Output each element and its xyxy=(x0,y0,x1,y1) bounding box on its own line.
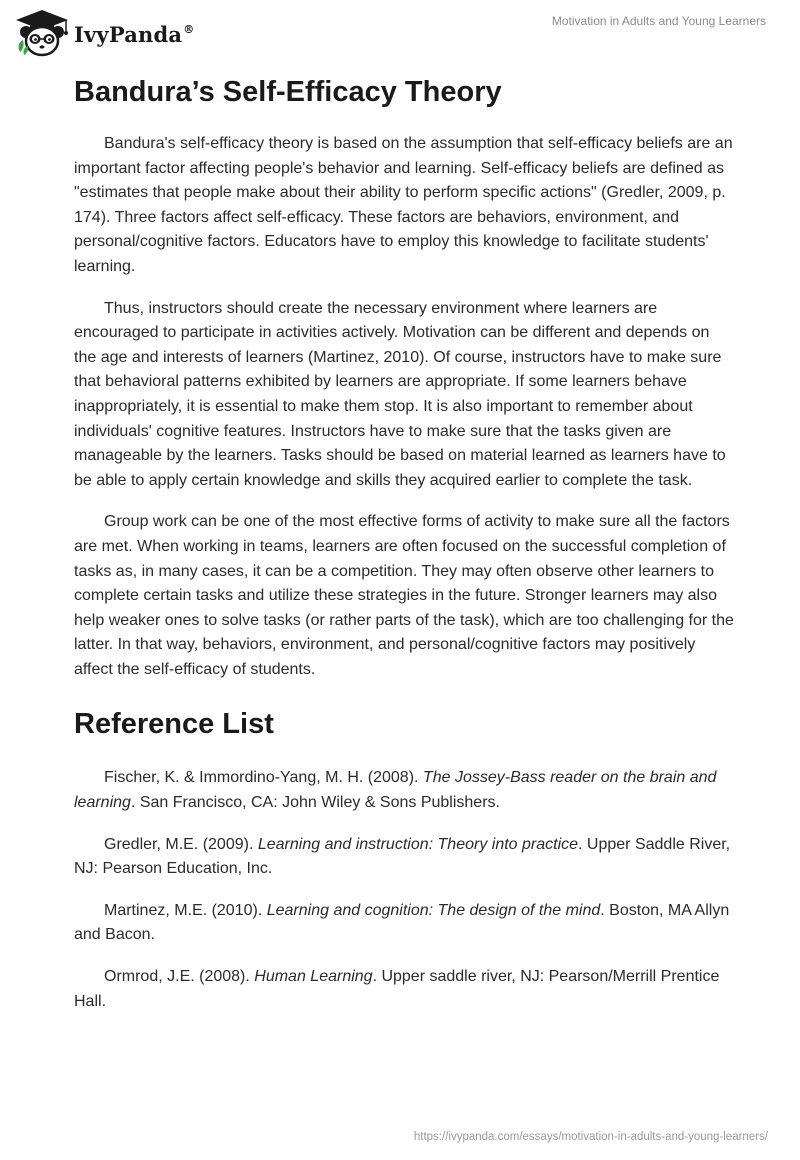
reference-authors: Fischer, K. & Immordino-Yang, M. H. (2008). xyxy=(104,769,423,787)
brand-name xyxy=(74,22,194,47)
ivypanda-logo[interactable] xyxy=(14,8,214,58)
reference-item xyxy=(74,899,734,948)
reference-publisher: . Upper Saddle River, NJ: Pearson Education, Inc. xyxy=(74,835,731,878)
body-paragraph: Group work can be one of the most effective forms of activity to make sure all the factors are met. When working in teams, learners are often focused on the successful completion of tasks as, in many cases, it can be a competition. They may often observe other learners to complete certain tasks and utilize these strategies in the future. Stronger learners may also help weaker ones to solve tasks (or rather parts of the task), which are too challenging for the latter. In that way, behaviors, environment, and personal/cognitive factors may positively affect the self-efficacy of students. xyxy=(74,513,734,678)
reference-title: The Jossey-Bass reader on the brain and learning xyxy=(74,769,717,812)
body-paragraph: Thus, instructors should create the necessary environment where learners are encouraged to participate in activities actively. Motivation can be different and depends on the age and interests of learners (Martinez, 2010). Of course, instructors have to make sure that behavioral patterns exhibited by learners are appropriate. If some learners behave inappropriately, it is essential to make them stop. It is also important to remember about individuals' cognitive features. Instructors have to make sure that the tasks given are manageable by the learners. Tasks should be based on material learned as learners have to be able to apply certain knowledge and skills they acquired earlier to complete the task. xyxy=(74,299,726,489)
essay-content xyxy=(74,72,734,1014)
document-title: Motivation in Adults and Young Learners xyxy=(551,14,766,28)
source-url-link[interactable]: https://ivypanda.com/essays/motivation-in-adults-and-young-learners/ xyxy=(413,1131,768,1143)
page-header xyxy=(0,0,800,60)
reference-authors: Ormrod, J.E. (2008). xyxy=(104,968,255,986)
reference-title: Human Learning xyxy=(254,968,373,986)
reference-authors: Gredler, M.E. (2009). xyxy=(104,835,258,853)
reference-title: Learning and cognition: The design of the mind xyxy=(266,901,601,919)
reference-publisher: . Upper saddle river, NJ: Pearson/Merrill Prentice Hall. xyxy=(74,968,720,1010)
reference-list-heading: Reference List xyxy=(74,708,274,741)
reference-item xyxy=(74,766,734,815)
brand-name-text: IvyPanda xyxy=(74,21,183,47)
reference-title: Learning and instruction: Theory into practice xyxy=(257,835,579,853)
reference-publisher: . San Francisco, CA: John Wiley & Sons Publishers. xyxy=(130,794,500,812)
registered-mark: ® xyxy=(183,22,195,36)
reference-authors: Martinez, M.E. (2010). xyxy=(104,901,267,919)
body-paragraph: Bandura's self-efficacy theory is based on the assumption that self-efficacy beliefs are an important factor affecting people's behavior and learning. Self-efficacy beliefs are defined as "estimates that people make about their ability to perform specific actions" (Gredler, 2009, p. 174). Three factors affect self-efficacy. These factors are behaviors, environment, and personal/cognitive factors. Educators have to employ this knowledge to facilitate students' learning. xyxy=(74,135,733,275)
section-heading: Bandura’s Self-Efficacy Theory xyxy=(74,76,502,108)
reference-item xyxy=(74,833,734,882)
panda-graduate-icon xyxy=(14,8,70,58)
reference-item xyxy=(74,965,734,1014)
reference-publisher: . Boston, MA Allyn and Bacon. xyxy=(74,901,730,944)
